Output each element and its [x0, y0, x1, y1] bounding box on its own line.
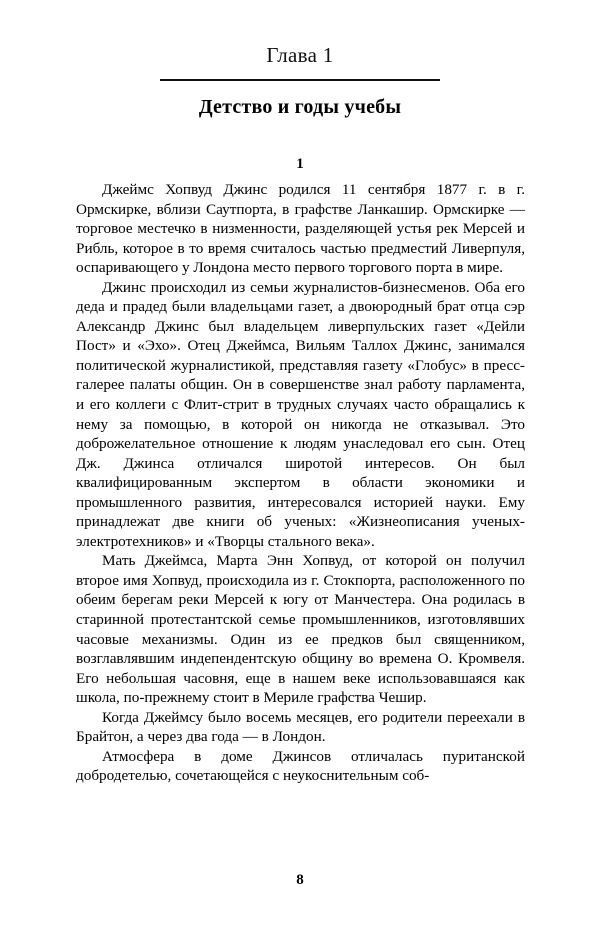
- paragraph: Мать Джеймса, Марта Энн Хопвуд, от которой он получил второе имя Хопвуд, происходила из г. Стокпорта, расположенного по обеим берегам реки Мерсей к югу от Манчестера. Она родилась в старинной протестантской семье промышленников, изготовлявших часовые механизмы. Один из ее предков был священником, возглавлявшим индепендентскую общину во времена О. Кромвеля. Его небольшая часовня, еще в нашем веке использовавшаяся как школа, по-прежнему стоит в Мериле графства Чешир.: [76, 552, 525, 707]
- section-number: 1: [296, 156, 304, 173]
- horizontal-rule: [160, 79, 440, 81]
- paragraph: Когда Джеймсу было восемь месяцев, его родители переехали в Брайтон, а через два года — в Лондон.: [76, 708, 525, 746]
- body-text: [76, 180, 525, 786]
- chapter-title: Детство и годы учебы: [198, 96, 402, 119]
- chapter-header: [76, 44, 524, 173]
- paragraph: Атмосфера в доме Джинсов отличалась пуританской добродетелью, сочетающейся с неукоснительным соб-: [76, 747, 525, 785]
- page-number: 8: [296, 872, 304, 888]
- chapter-label: Глава 1: [266, 43, 334, 67]
- paragraph: Джеймс Хопвуд Джинс родился 11 сентября 1877 г. в г. Ормскирке, вблизи Саутпорта, в графстве Ланкашир. Ормскирке — торговое местечко в низменности, разделяющей устья рек Мерсей и Рибль, которое в то время считалось частью предместий Ливерпуля, оспаривающего у Лондона место первого торгового порта в мире.: [76, 181, 525, 277]
- paragraph: Джинс происходил из семьи журналистов-бизнесменов. Оба его деда и прадед были владельцами газет, а двоюродный брат отца сэр Александр Джинс был владельцем ливерпульских газет «Дейли Пост» и «Эхо». Отец Джеймса, Вильям Таллох Джинс, занимался политической журналистикой, представляя газету «Глобус» в пресс-галерее палаты общин. Он в совершенстве знал работу парламента, и его коллеги с Флит-стрит в трудных случаях часто обращались к нему за помощью, в которой он никогда не отказывал. Это доброжелательное отношение к людям унаследовал его сын. Отец Дж. Джинса отличался широтой интересов. Он был квалифицированным экспертом в области экономики и промышленного развития, интересовался историей науки. Ему принадлежат две книги об ученых: «Жизнеописания ученых-электротехников» и «Творцы стального века».: [76, 278, 525, 550]
